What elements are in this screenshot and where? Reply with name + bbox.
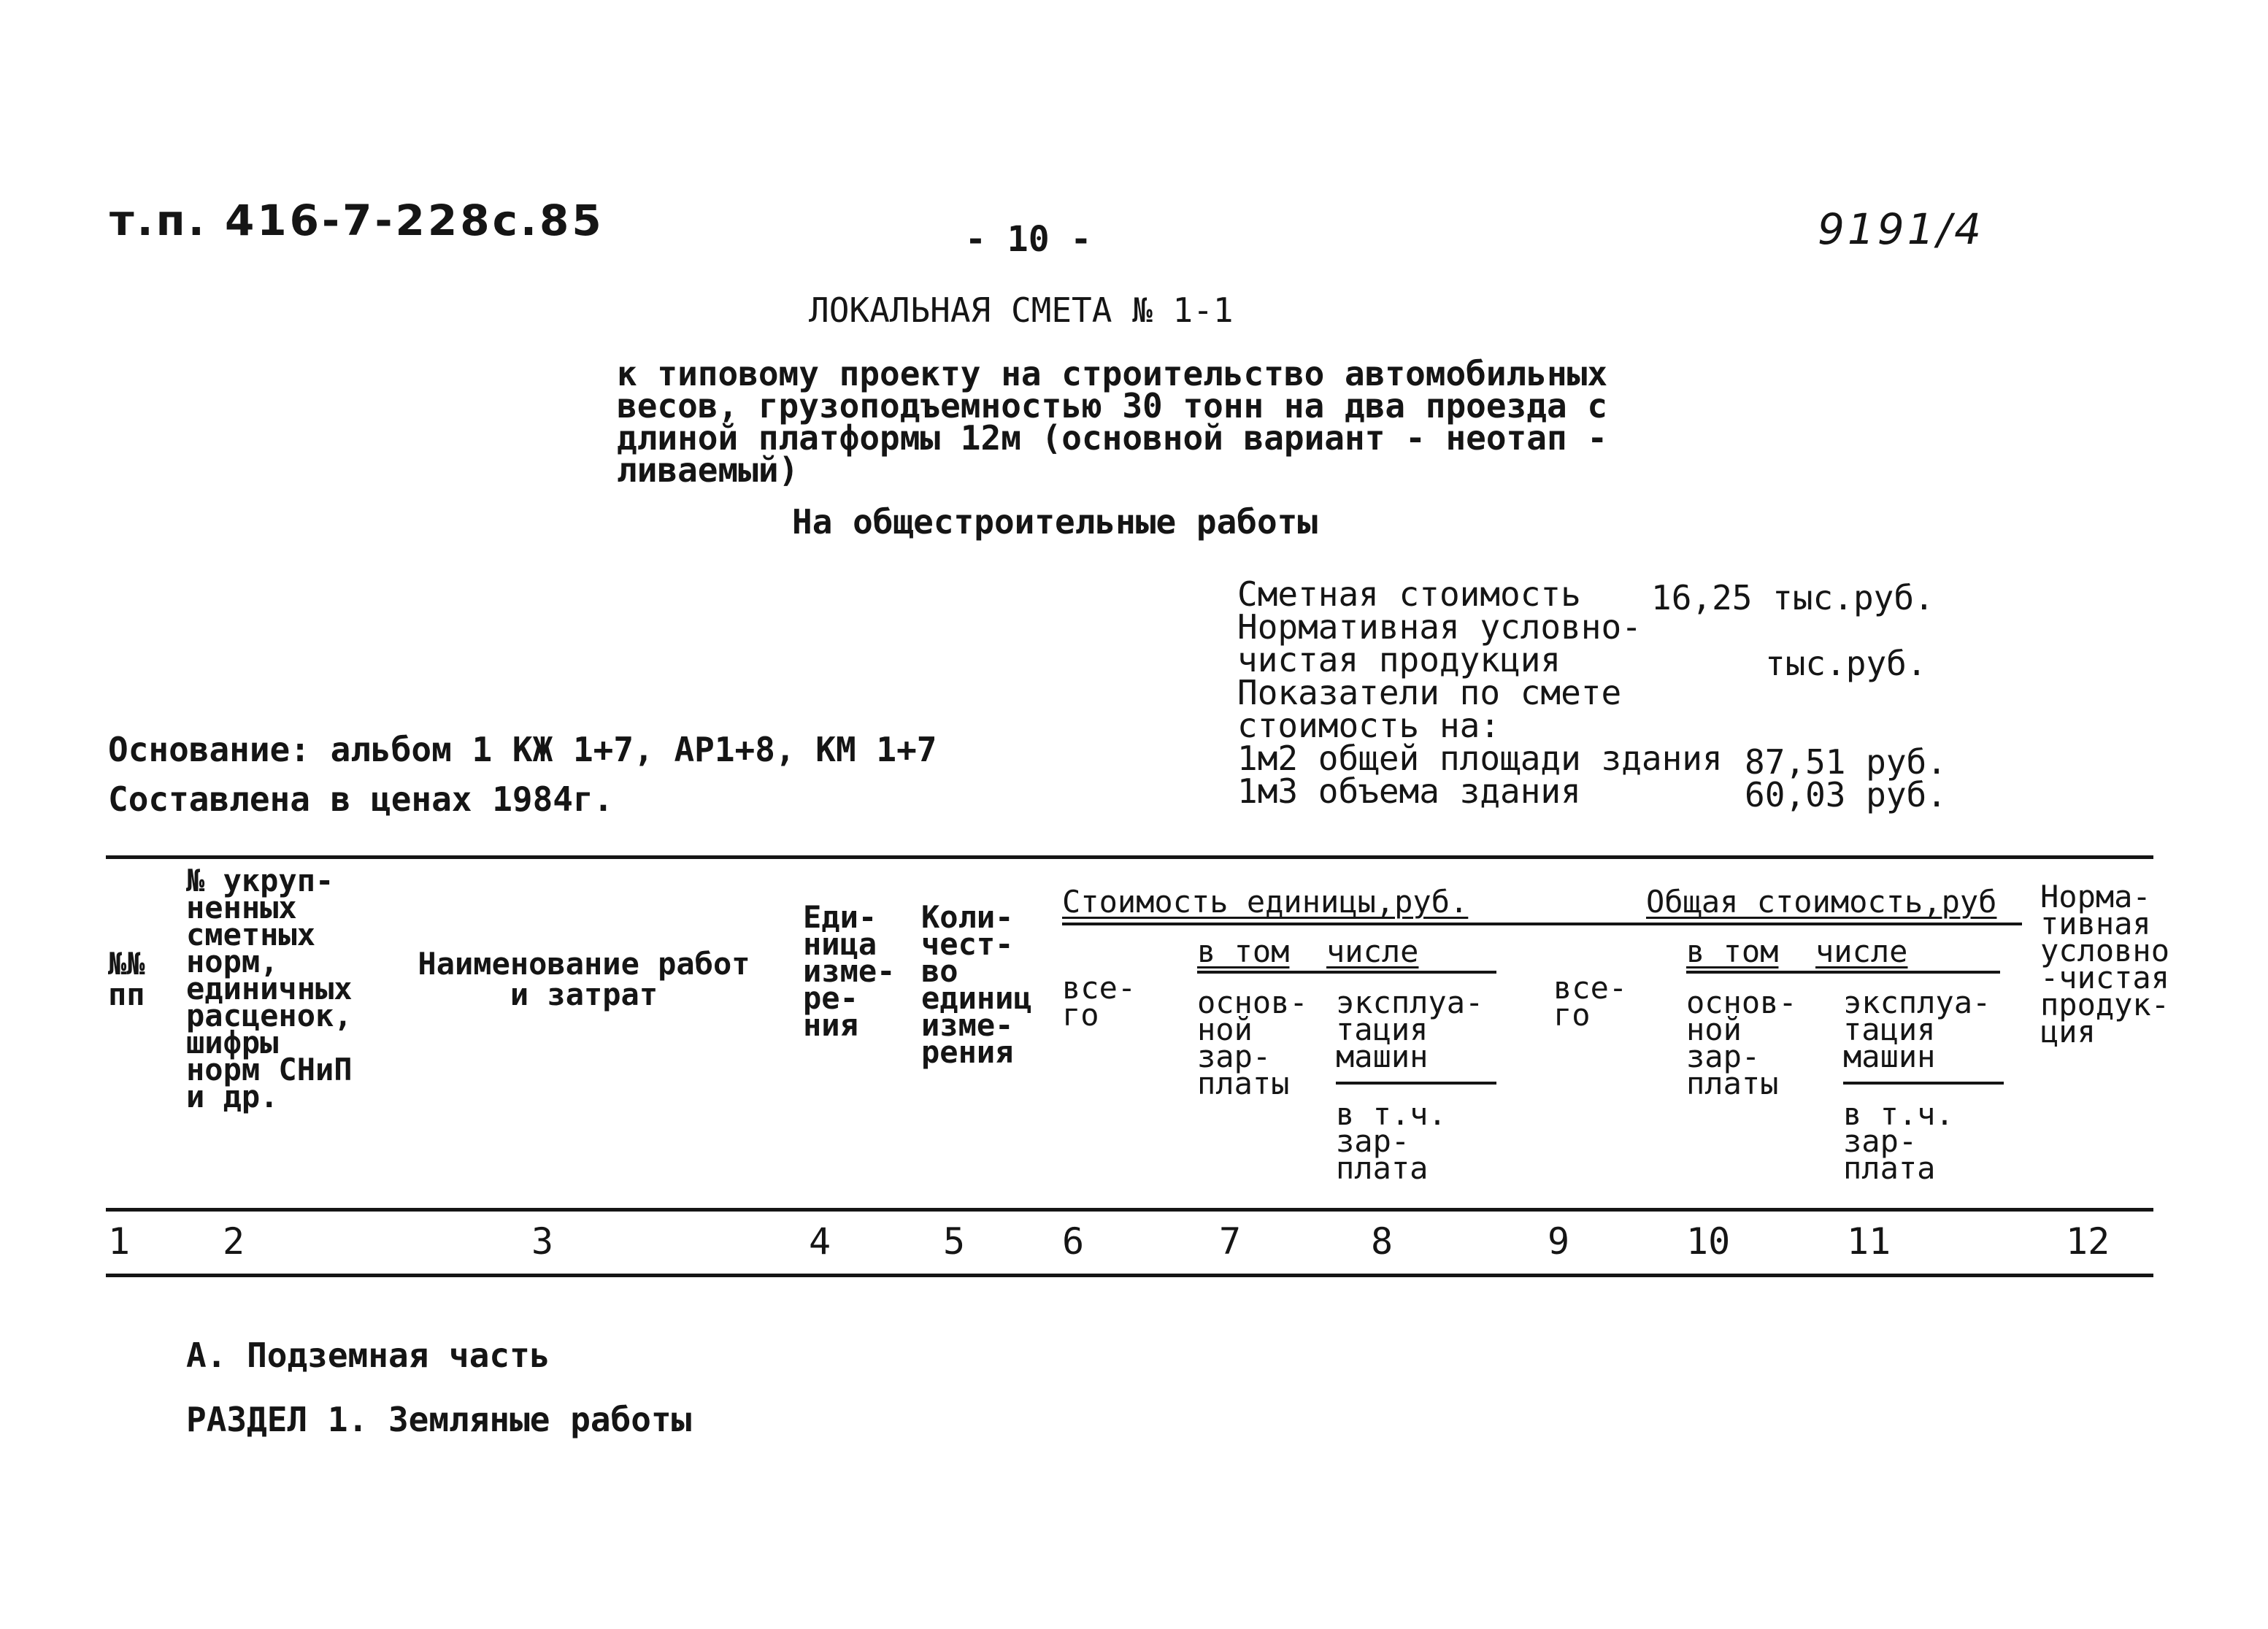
- column-number-10: 10: [1686, 1220, 1731, 1263]
- table-top-rule: [106, 855, 2153, 859]
- unit-cost-total: все- го: [1062, 970, 1137, 1033]
- archive-number: 9191/4: [1818, 204, 1985, 254]
- column-number-5: 5: [943, 1220, 966, 1263]
- unit-cost-including: в том числе: [1197, 933, 1419, 969]
- unit-including-rule: [1197, 971, 1496, 974]
- total-machine-rule: [1843, 1082, 2004, 1085]
- prices-year-note: Составлена в ценах 1984г.: [108, 779, 614, 819]
- document-title: ЛОКАЛЬНАЯ СМЕТА № 1-1: [809, 290, 1234, 330]
- normative-label: Нормативная условно-: [1237, 607, 1642, 647]
- unit-machine-rule: [1336, 1082, 1496, 1085]
- unit-cost-group-header: Стоимость единицы,руб.: [1062, 884, 1469, 920]
- total-cost-total: все- го: [1553, 970, 1628, 1033]
- per-m2-label: 1м2 общей площади здания: [1237, 739, 1723, 778]
- total-cost-machine-operation: эксплуа- тация машин: [1843, 985, 1991, 1074]
- estimated-cost-label: Сметная стоимость: [1237, 574, 1581, 614]
- column-numbers-top-rule: [106, 1208, 2153, 1212]
- total-cost-rule: [1573, 923, 2022, 925]
- per-m2-value: 87,51 руб.: [1745, 742, 1947, 782]
- indicators-label: Показатели по смете: [1237, 673, 1622, 712]
- document-code: т.п. 416-7-228с.85: [109, 196, 604, 245]
- unit-cost-machine-operation: эксплуа- тация машин: [1336, 985, 1484, 1074]
- table-bottom-rule: [106, 1274, 2153, 1277]
- col-2-header: № укруп- ненных сметных норм, единичных расценок, шифры норм СНиП и др.: [186, 863, 353, 1114]
- total-cost-including: в том числе: [1686, 933, 1908, 969]
- column-number-7: 7: [1219, 1220, 1242, 1263]
- project-description: к типовому проекту на строительство автомобильных весов, грузоподъемностью 30 тонн на два проезда с длиной платформы 12м (основной вариант - неотап - ливаемый): [617, 354, 1608, 490]
- col-3-header: Наименование работ и затрат: [418, 946, 750, 1012]
- total-cost-base-salary: основ- ной зар- платы: [1686, 985, 1797, 1101]
- page-number: - 10 -: [965, 219, 1092, 260]
- total-including-rule: [1686, 971, 2000, 974]
- unit-cost-base-salary: основ- ной зар- платы: [1197, 985, 1308, 1101]
- estimated-cost-value: 16,25 тыс.руб.: [1651, 578, 1934, 617]
- per-m3-label: 1м3 объема здания: [1237, 771, 1581, 811]
- unit-cost-incl-salary: в т.ч. зар- плата: [1336, 1096, 1447, 1186]
- column-number-9: 9: [1548, 1220, 1570, 1263]
- column-number-12: 12: [2066, 1220, 2110, 1263]
- column-number-8: 8: [1371, 1220, 1394, 1263]
- col-5-header: Коли- чест- во единиц изме- рения: [921, 899, 1032, 1070]
- column-number-6: 6: [1062, 1220, 1085, 1263]
- total-cost-group-header: Общая стоимость,руб: [1646, 884, 1997, 920]
- column-number-11: 11: [1847, 1220, 1891, 1263]
- col-4-header: Еди- ница изме- ре- ния: [803, 899, 896, 1043]
- column-number-1: 1: [108, 1220, 131, 1263]
- basis-note: Основание: альбом 1 КЖ 1+7, АР1+8, КМ 1+7: [108, 730, 937, 769]
- col-1-header: №№ пп: [108, 946, 145, 1012]
- normative-unit: тыс.руб.: [1765, 644, 1927, 683]
- col-12-header: Норма- тивная условно -чистая продук- ция: [2040, 879, 2170, 1050]
- summary-block: [1237, 574, 1723, 811]
- normative-label-2: чистая продукция: [1237, 640, 1561, 679]
- section-1-heading: РАЗДЕЛ 1. Земляные работы: [186, 1400, 692, 1439]
- total-cost-incl-salary: в т.ч. зар- плата: [1843, 1096, 1954, 1186]
- indicators-label-2: стоимость на:: [1237, 706, 1501, 745]
- section-a-heading: А. Подземная часть: [186, 1336, 550, 1375]
- unit-cost-rule: [1062, 923, 1573, 925]
- column-number-3: 3: [531, 1220, 554, 1263]
- column-number-4: 4: [809, 1220, 831, 1263]
- per-m3-value: 60,03 руб.: [1745, 775, 1947, 814]
- column-number-2: 2: [223, 1220, 245, 1263]
- works-subtitle: На общестроительные работы: [792, 502, 1318, 542]
